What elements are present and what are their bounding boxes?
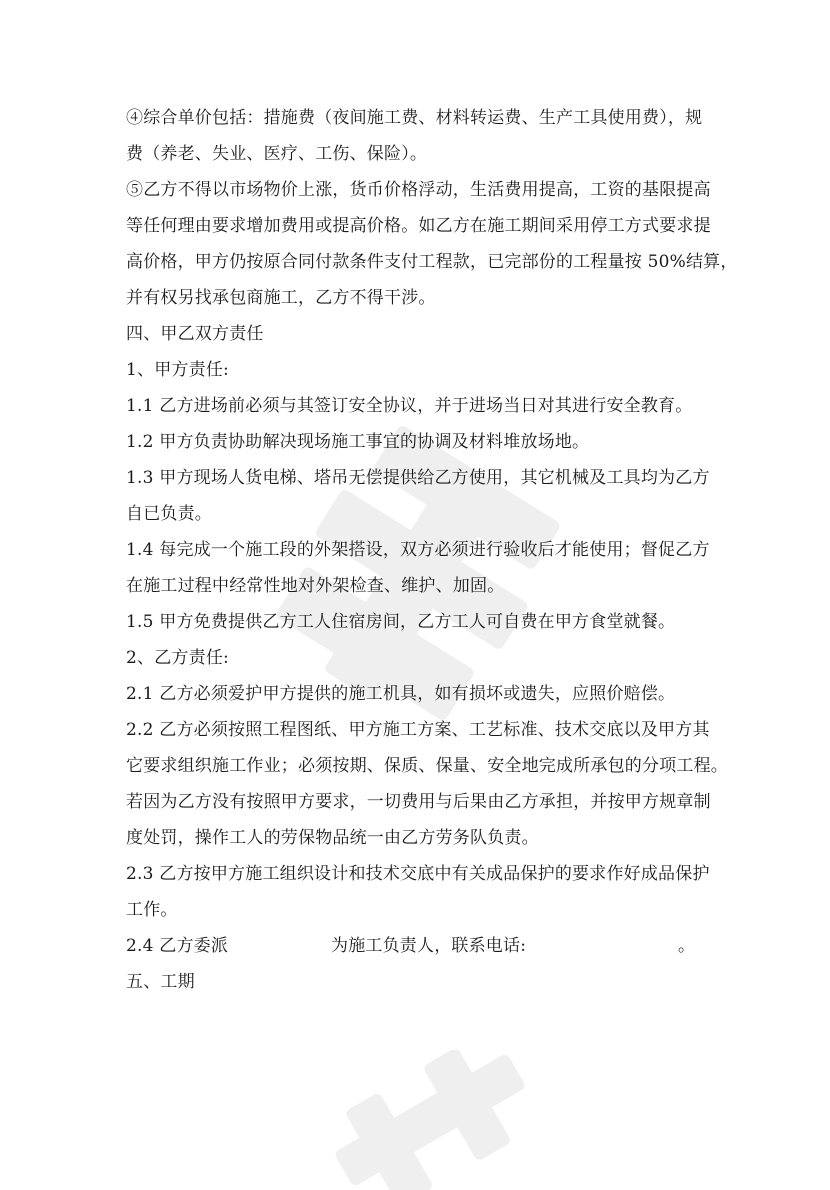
- text-line: 等任何理由要求增加费用或提高价格。如乙方在施工期间采用停工方式要求提: [126, 216, 711, 236]
- text-line: 自已负责。: [126, 504, 212, 524]
- subsection-heading: 1、甲方责任:: [126, 360, 229, 380]
- fill-line-part-2: 为施工负责人，联系电话:: [331, 936, 527, 956]
- text-line: 1.1 乙方进场前必须与其签订安全协议，并于进场当日对其进行安全教育。: [126, 396, 693, 416]
- text-line: ④综合单价包括：措施费（夜间施工费、材料转运费、生产工具使用费），规: [126, 108, 703, 128]
- fill-line-part-1: 2.4 乙方委派: [126, 936, 229, 956]
- section-heading: 五、工期: [126, 972, 195, 992]
- fill-line-part-3: 。: [678, 936, 696, 956]
- text-line: 并有权另找承包商施工，乙方不得干涉。: [126, 288, 436, 308]
- text-line: ⑤乙方不得以市场物价上涨，货币价格浮动，生活费用提高，工资的基限提高: [126, 180, 711, 200]
- subsection-heading: 2、乙方责任:: [126, 648, 229, 668]
- text-line: 在施工过程中经常性地对外架检查、维护、加固。: [126, 576, 505, 596]
- text-line: 度处罚，操作工人的劳保物品统一由乙方劳务队负责。: [126, 828, 539, 848]
- document-body: [126, 106, 738, 994]
- text-line: 它要求组织施工作业；必须按期、保质、保量、安全地完成所承包的分项工程。: [126, 756, 728, 776]
- text-line: 费（养老、失业、医疗、工伤、保险）。: [126, 144, 428, 164]
- text-line: 1.2 甲方负责协助解决现场施工事宜的协调及材料堆放场地。: [126, 432, 590, 452]
- text-line: 1.5 甲方免费提供乙方工人住宿房间，乙方工人可自费在甲方食堂就餐。: [126, 612, 676, 632]
- text-line: 2.1 乙方必须爱护甲方提供的施工机具，如有损坏或遗失，应照价赔偿。: [126, 684, 676, 704]
- text-line: 1.3 甲方现场人货电梯、塔吊无偿提供给乙方使用，其它机械及工具均为乙方: [126, 468, 710, 488]
- section-heading: 四、甲乙双方责任: [126, 324, 264, 344]
- text-line: 2.3 乙方按甲方施工组织设计和技术交底中有关成品保护的要求作好成品保护: [126, 864, 710, 884]
- text-line: 1.4 每完成一个施工段的外架搭设，双方必须进行验收后才能使用；督促乙方: [126, 540, 710, 560]
- watermark-graphic-bottom: [300, 1050, 560, 1190]
- text-line: 工作。: [126, 900, 178, 920]
- text-line: 若因为乙方没有按照甲方要求，一切费用与后果由乙方承担，并按甲方规章制: [126, 792, 711, 812]
- text-line: 高价格，甲方仍按原合同付款条件支付工程款，已完部份的工程量按 50%结算，: [126, 252, 738, 272]
- text-line: 2.2 乙方必须按照工程图纸、甲方施工方案、工艺标准、技术交底以及甲方其: [126, 720, 710, 740]
- contact-fill-line: [126, 934, 716, 958]
